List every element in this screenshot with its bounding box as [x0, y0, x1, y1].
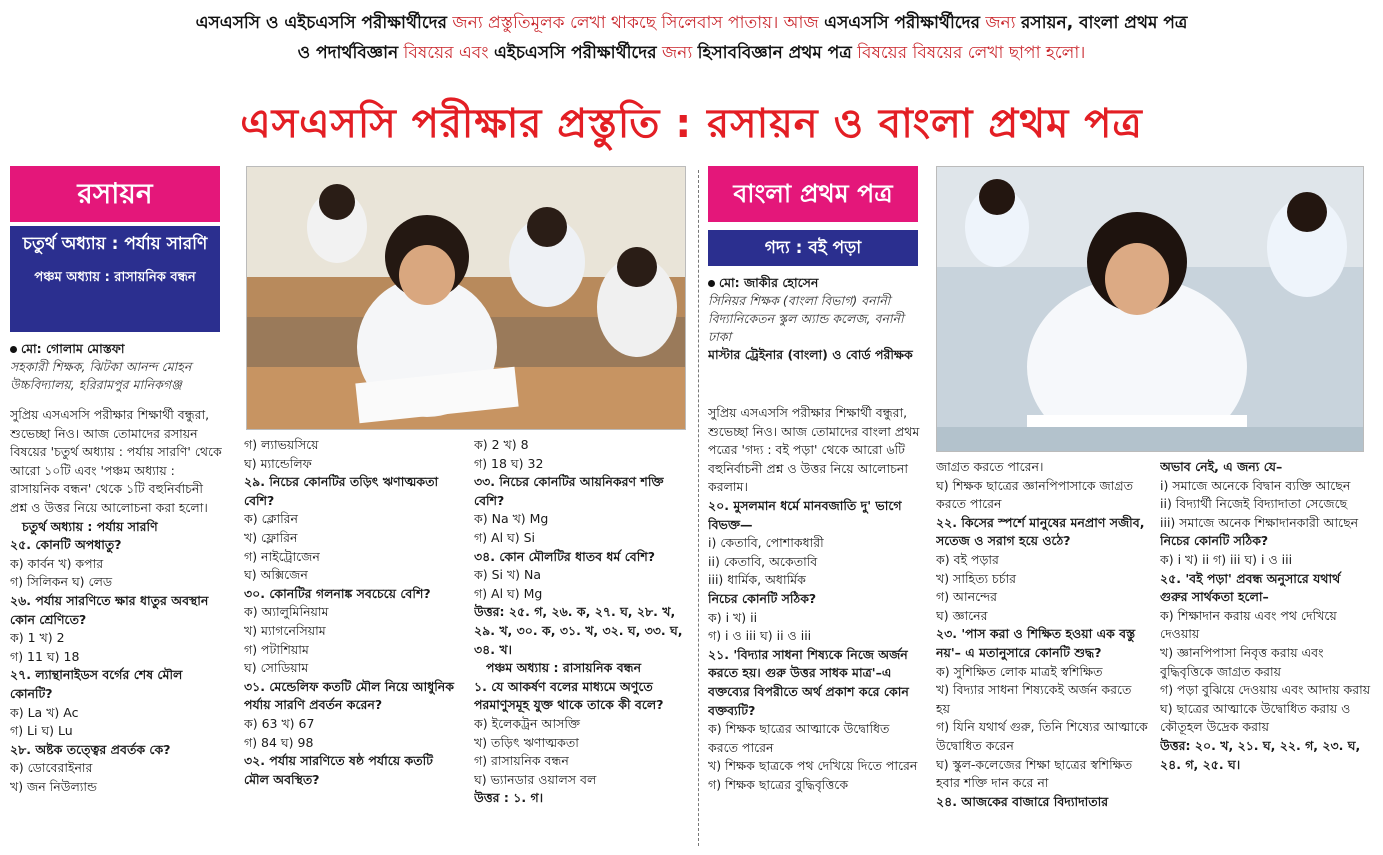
section-heading: চতুর্থ অধ্যায় : পর্যায় সারণি	[22, 518, 158, 534]
question: ৩৪. কোন মৌলটির ধাতব ধর্ম বেশি?	[474, 548, 655, 564]
author-extra: মাস্টার ট্রেইনার (বাংলা) ও বোর্ড পরীক্ষক	[708, 347, 913, 362]
options-row: ক) কার্বন খ) কপার	[10, 555, 104, 571]
column-divider	[698, 170, 699, 846]
options-row: ক) Si খ) Na	[474, 567, 542, 583]
intro-span: জন্য	[656, 43, 698, 63]
option: গ) নাইট্রোজেন	[244, 548, 320, 564]
options-row: ক) i খ) ii	[708, 609, 758, 625]
question: ২০. মুসলমান ধর্মে মানবজাতি দু' ভাগে বিভক্ত—	[708, 497, 902, 532]
intro-line-1	[0, 8, 1383, 38]
bangla-topic-banner: গদ্য : বই পড়া	[708, 230, 918, 266]
question: ২৬. পর্যায় সারণিতে ক্ষার ধাতুর অবস্থান কোন শ্রেণিতে?	[10, 592, 209, 627]
author-role: সহকারী শিক্ষক, ঝিটকা আনন্দ মোহন উচ্চবিদ্যালয়, হরিরামপুর মানিকগঞ্জ	[10, 359, 192, 392]
intro-line-2	[0, 38, 1383, 68]
option: ঘ) সোডিয়াম	[244, 660, 309, 676]
options-row: গ) Li ঘ) Lu	[10, 723, 73, 739]
intro-span: বিষয়ের বিষয়ের লেখা ছাপা হলো।	[851, 43, 1086, 63]
author-role: সিনিয়র শিক্ষক (বাংলা বিভাগ) বনানী বিদ্যানিকেতন স্কুল অ্যান্ড কলেজ, বনানী ঢাকা	[708, 293, 904, 344]
option: খ) জন নিউল্যান্ড	[10, 778, 97, 794]
option: গ) ল্যাভয়সিয়ে	[244, 437, 319, 452]
option: ক) সুশিক্ষিত লোক মাত্রই স্বশিক্ষিত	[936, 663, 1103, 679]
intro-span: এইচএসসি পরীক্ষার্থীদের	[493, 43, 657, 63]
question: ২১. 'বিদ্যার সাধনা শিষ্যকে নিজে অর্জন করতে হয়। গুরু উত্তর সাধক মাত্র'–এ বক্তব্যের বিপরীতে অর্থ প্রকাশ করে কোন বক্তব্যটি?	[708, 646, 909, 718]
bangla-column-1	[708, 404, 920, 846]
section-heading: পঞ্চম অধ্যায় : রাসায়নিক বন্ধন	[486, 660, 642, 676]
question: ২৪. আজকের বাজারে বিদ্যাদাতার	[936, 793, 1109, 809]
intro-span: জন্য	[979, 13, 1022, 33]
bullet-icon	[10, 346, 17, 353]
option: ক) ক্লোরিন	[244, 511, 298, 527]
intro-span: হিসাববিজ্ঞান প্রথম পত্র	[697, 43, 852, 63]
option: গ) রাসায়নিক বন্ধন	[474, 753, 569, 769]
chemistry-chapter-box	[10, 226, 220, 332]
answer-key: উত্তর : ১. গ।	[474, 790, 544, 806]
intro-text	[0, 0, 1383, 78]
option: খ) ফ্লোরিন	[244, 529, 298, 545]
statement: iii) ধার্মিক, অধার্মিক	[708, 572, 806, 588]
option: গ) শিক্ষক ছাত্রের বুদ্ধিবৃত্তিকে	[708, 776, 849, 792]
options-row: ক) Na খ) Mg	[474, 511, 549, 527]
options-row: ক) i খ) ii গ) iii ঘ) i ও iii	[1160, 551, 1293, 567]
options-row: গ) সিলিকন ঘ) লেড	[10, 574, 113, 590]
option: গ) যিনি যথার্থ গুরু, তিনি শিষ্যের আত্মাকে উদ্বোধিত করেন	[936, 719, 1148, 753]
option: ক) বই পড়ার	[936, 551, 999, 567]
option: খ) তড়িৎ ঋণাত্মকতা	[474, 734, 579, 750]
intro-span: জন্য প্রস্তুতিমূলক লেখা থাকছে সিলেবাস পাতায়। আজ	[446, 13, 825, 33]
exam-hall-photo-right	[936, 166, 1364, 452]
option: ঘ) অক্সিজেন	[244, 567, 308, 583]
question: ২৫. 'বই পড়া' প্রবন্ধ অনুসারে যথার্থ গুরুর সার্থকতা হলো–	[1160, 570, 1341, 605]
page-headline: এসএসসি পরীক্ষার প্রস্তুতি : রসায়ন ও বাংলা প্রথম পত্র	[240, 101, 1143, 147]
bangla-author	[708, 274, 920, 400]
question: ২২. কিসের স্পর্শে মানুষের মনপ্রাণ সজীব, সতেজ ও সরাগ হয়ে ওঠে?	[936, 514, 1145, 549]
intro-span: বিষয়ের এবং	[398, 43, 494, 63]
option: খ) সাহিত্য চর্চার	[936, 570, 1017, 586]
bangla-column-3	[1160, 458, 1372, 846]
statement: i) সমাজে অনেকে বিদ্বান ব্যক্তি আছেন	[1160, 477, 1351, 493]
statement: i) কেতাবি, পোশাকধারী	[708, 535, 824, 551]
author-name: মো: গোলাম মোস্তফা	[21, 341, 125, 356]
intro-paragraph: সুপ্রিয় এসএসসি পরীক্ষার শিক্ষার্থী বন্ধুরা, শুভেচ্ছা নিও। আজ তোমাদের রসায়ন বিষয়ের 'চতুর্থ অধ্যায় : পর্যায় সারণি' থেকে আরো ১০টি এবং 'পঞ্চম অধ্যায় : রাসায়নিক বন্ধন' থেকে ১টি বহুনির্বাচনী প্রশ্ন ও উত্তর নিয়ে আলোচনা করা হলো।	[10, 407, 222, 515]
student-writing-illustration	[937, 167, 1364, 452]
option: ঘ) জ্ঞানের	[936, 607, 988, 623]
option: খ) শিক্ষক ছাত্রকে পথ দেখিয়ে দিতে পারেন	[708, 758, 918, 774]
options-row: গ) 11 ঘ) 18	[10, 648, 80, 664]
option: ঘ) স্কুল-কলেজের শিক্ষা ছাত্রের স্বশিক্ষিত হবার শক্তি দান করে না	[936, 756, 1133, 791]
intro-span: রসায়ন, বাংলা প্রথম পত্র	[1021, 13, 1188, 33]
question: ৩৩. নিচের কোনটির আয়নিকরণ শক্তি বেশি?	[474, 474, 664, 508]
options-row: ক) 1 খ) 2	[10, 630, 65, 646]
author-name: মো: জাকীর হোসেন	[719, 275, 819, 290]
question: নিচের কোনটি সঠিক?	[1160, 533, 1269, 549]
options-row: ক) La খ) Ac	[10, 704, 79, 720]
option: জাগ্রত করতে পারেন।	[936, 459, 1044, 474]
answer-key: উত্তর: ২৫. গ, ২৬. ক, ২৭. ঘ, ২৮. খ, ২৯. খ, ৩০. ক, ৩১. খ, ৩২. ঘ, ৩৩. ঘ, ৩৪. খ।	[474, 604, 683, 657]
option: গ) আনন্দের	[936, 589, 998, 605]
options-row: গ) Al ঘ) Mg	[474, 585, 543, 601]
exam-hall-photo-left	[246, 166, 686, 430]
question: ২৮. অষ্টক তত্ত্বের প্রবর্তক কে?	[10, 741, 171, 757]
option: ঘ) ম্যান্ডেলিফ	[244, 455, 312, 471]
options-row: গ) 84 ঘ) 98	[244, 734, 314, 750]
options-row: ক) 63 খ) 67	[244, 715, 315, 731]
option: খ) বিদ্যার সাধনা শিষ্যকেই অর্জন করতে হয়	[936, 682, 1132, 716]
statement: ii) বিদ্যার্থী নিজেই বিদ্যাদাতা সেজেছে	[1160, 496, 1348, 512]
options-row: গ) i ও iii ঘ) ii ও iii	[708, 628, 812, 644]
option: গ) পড়া বুঝিয়ে দেওয়ায় এবং আদায় করায়	[1160, 682, 1371, 698]
chapter5-title: পঞ্চম অধ্যায় : রাসায়নিক বন্ধন	[34, 270, 196, 285]
question: ২৭. ল্যান্থানাইডস বর্গের শেষ মৌল কোনটি?	[10, 667, 183, 701]
statement: iii) সমাজে অনেক শিক্ষাদানকারী আছেন	[1160, 514, 1359, 530]
option: খ) জ্ঞানপিপাসা নিবৃত্ত করায় এবং বুদ্ধিবৃত্তিকে জাগ্রত করায়	[1160, 644, 1324, 679]
question: ১. যে আকর্ষণ বলের মাধ্যমে অণুতে পরমাণুসমূহ যুক্ত থাকে তাকে কী বলে?	[474, 678, 664, 713]
options-row: গ) Al ঘ) Si	[474, 529, 536, 545]
intro-span: এসএসসি পরীক্ষার্থীদের	[824, 13, 980, 33]
options-row: ক) 2 খ) 8	[474, 437, 529, 452]
option: ঘ) ভ্যানডার ওয়ালস বল	[474, 771, 597, 787]
chemistry-column-1	[10, 406, 222, 846]
option: ক) ডোবেরাইনার	[10, 760, 93, 776]
option: ক) অ্যালুমিনিয়াম	[244, 604, 329, 620]
author-name-row	[708, 274, 920, 292]
chemistry-column-3	[474, 436, 688, 846]
chemistry-column-2	[244, 436, 462, 846]
bullet-icon	[708, 280, 715, 287]
question: নিচের কোনটি সঠিক?	[708, 590, 817, 606]
bangla-column-2	[936, 458, 1148, 846]
chapter4-title: চতুর্থ অধ্যায় : পর্যায় সারণি	[22, 234, 208, 254]
students-photo-illustration	[247, 167, 686, 430]
option: ক) শিক্ষক ছাত্রের আত্মাকে উদ্বোধিত করতে পারেন	[708, 721, 890, 755]
question: ৩২. পর্যায় সারণিতে ষষ্ঠ পর্যায়ে কতটি মৌল অবস্থিত?	[244, 753, 433, 787]
chemistry-author	[10, 340, 222, 406]
answer-key: উত্তর: ২০. খ, ২১. ঘ, ২২. গ, ২৩. ঘ, ২৪. গ, ২৫. ঘ।	[1160, 737, 1361, 772]
question: ২৯. নিচের কোনটির তড়িৎ ঋণাত্মকতা বেশি?	[244, 474, 439, 508]
option: ঘ) ছাত্রের আত্মাকে উদ্বোধিত করায় ও কৌতূহল উদ্রেক করায়	[1160, 700, 1351, 735]
option: ক) শিক্ষাদান করায় এবং পথ দেখিয়ে দেওয়ায়	[1160, 607, 1337, 642]
question-continued: অভাব নেই, এ জন্য যে–	[1160, 459, 1283, 474]
option: খ) ম্যাগনেসিয়াম	[244, 622, 326, 638]
option: ঘ) শিক্ষক ছাত্রের জ্ঞানপিপাসাকে জাগ্রত করতে পারেন	[936, 477, 1134, 512]
option: ক) ইলেকট্রন আসক্তি	[474, 715, 581, 731]
author-name-row	[10, 340, 222, 358]
chemistry-subject-banner: রসায়ন	[10, 166, 220, 222]
question: ৩১. মেন্ডেলিফ কতটি মৌল নিয়ে আধুনিক পর্যায় সারণি প্রবর্তন করেন?	[244, 678, 454, 713]
intro-paragraph: সুপ্রিয় এসএসসি পরীক্ষার শিক্ষার্থী বন্ধুরা, শুভেচ্ছা নিও। আজ তোমাদের বাংলা প্রথম পত্রের 'গদ্য : বই পড়া' থেকে আরো ৬টি বহুনির্বাচনী প্রশ্ন ও উত্তর নিয়ে আলোচনা করলাম।	[708, 405, 920, 495]
intro-span: ও পদার্থবিজ্ঞান	[297, 43, 399, 63]
question: ৩০. কোনটির গলনাঙ্ক সবচেয়ে বেশি?	[244, 585, 431, 601]
option: গ) পটাশিয়াম	[244, 641, 309, 657]
intro-span: এসএসসি ও এইচএসসি পরীক্ষার্থীদের	[195, 13, 447, 33]
bangla-subject-banner: বাংলা প্রথম পত্র	[708, 166, 918, 222]
question: ২৫. কোনটি অপধাতু?	[10, 537, 122, 553]
options-row: গ) 18 ঘ) 32	[474, 455, 544, 471]
statement: ii) কেতাবি, অকেতাবি	[708, 553, 818, 569]
question: ২৩. 'পাস করা ও শিক্ষিত হওয়া এক বস্তু নয়'– এ মতানুসারে কোনটি শুদ্ধ?	[936, 626, 1136, 660]
